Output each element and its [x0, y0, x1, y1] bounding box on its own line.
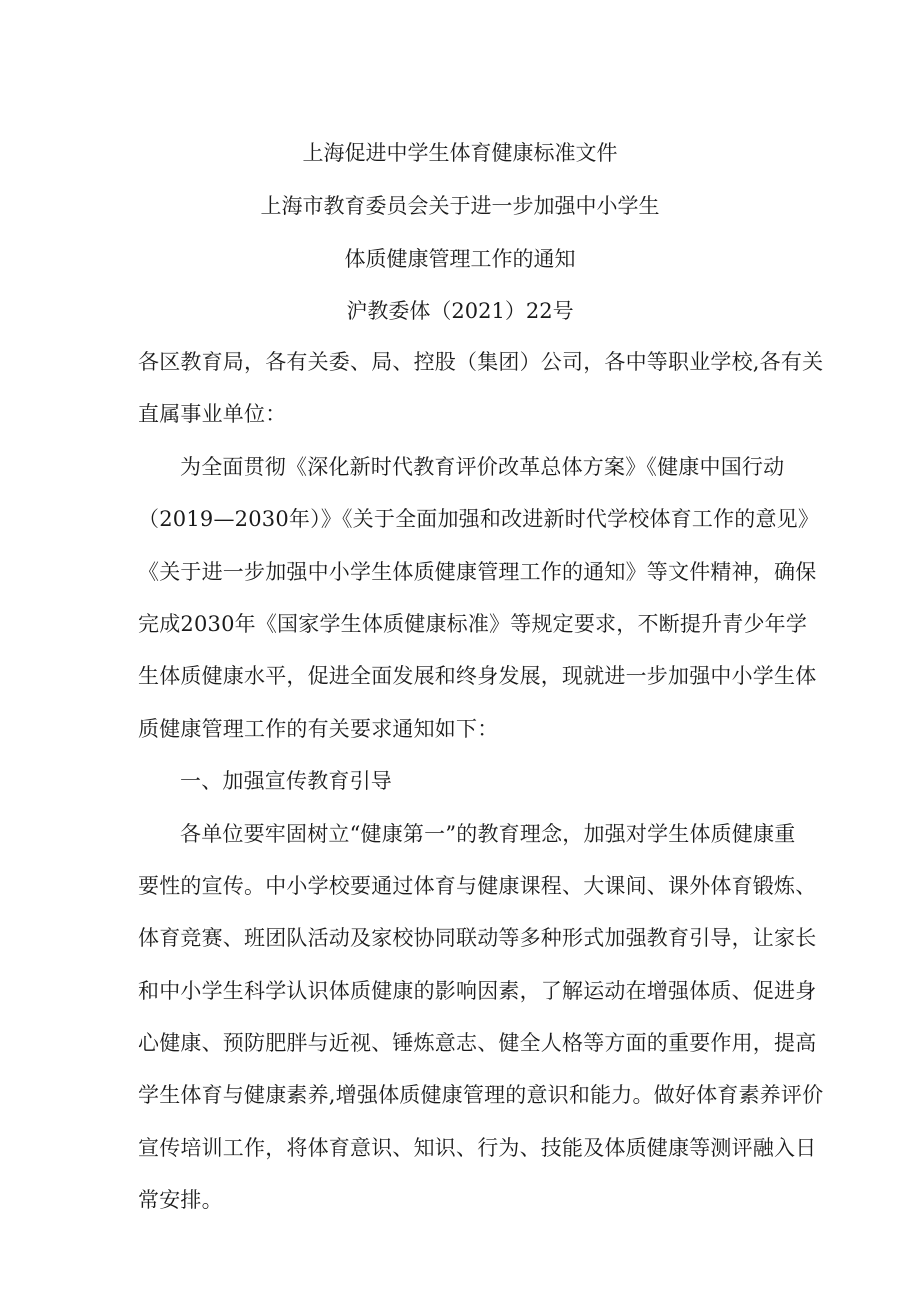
paragraph-line: 完成2030年《国家学生体质健康标准》等规定要求，不断提升青少年学: [138, 611, 808, 636]
document-main-title: 上海促进中学生体育健康标准文件: [302, 141, 618, 165]
paragraph-line: 质健康管理工作的有关要求通知如下：: [138, 716, 499, 741]
paragraph-line: 学生体育与健康素养,增强体质健康管理的意识和能力。做好体育素养评价: [138, 1083, 824, 1108]
paragraph-line: （2019—2030年）》《关于全面加强和改进新时代学校体育工作的意见》: [138, 507, 820, 532]
document-number: 沪教委体（2021）22号: [346, 299, 574, 323]
paragraph-line: 常安排。: [138, 1188, 223, 1213]
addressee-line: 直属事业单位：: [138, 402, 287, 427]
addressee-line: 各区教育局，各有关委、局、控股（集团）公司，各中等职业学校,各有关: [138, 350, 824, 374]
notice-title-line-1: 上海市教育委员会关于进一步加强中小学生: [260, 194, 660, 218]
section-heading: 一、加强宣传教育引导: [180, 769, 392, 794]
paragraph-line: 体育竞赛、班团队活动及家校协同联动等多种形式加强教育引导，让家长: [138, 926, 817, 951]
paragraph-line: 宣传培训工作，将体育意识、知识、行为、技能及体质健康等测评融入日: [138, 1135, 817, 1160]
document-body: [138, 336, 824, 1227]
paragraph-line: 《关于进一步加强中小学生体质健康管理工作的通知》等文件精神，确保: [138, 559, 817, 584]
notice-title-line-2: 体质健康管理工作的通知: [344, 247, 576, 271]
paragraph-line: 要性的宣传。中小学校要通过体育与健康课程、大课间、课外体育锻炼、: [138, 873, 817, 898]
paragraph-line: 心健康、预防肥胖与近视、锤炼意志、健全人格等方面的重要作用，提高: [138, 1031, 817, 1056]
paragraph-line: 各单位要牢固树立“健康第一”的教育理念，加强对学生体质健康重: [180, 821, 796, 846]
paragraph-line: 生体质健康水平，促进全面发展和终身发展，现就进一步加强中小学生体: [138, 664, 817, 689]
paragraph-line: 和中小学生科学认识体质健康的影响因素，了解运动在增强体质、促进身: [138, 978, 817, 1003]
paragraph-line: 为全面贯彻《深化新时代教育评价改革总体方案》《健康中国行动: [180, 454, 785, 479]
